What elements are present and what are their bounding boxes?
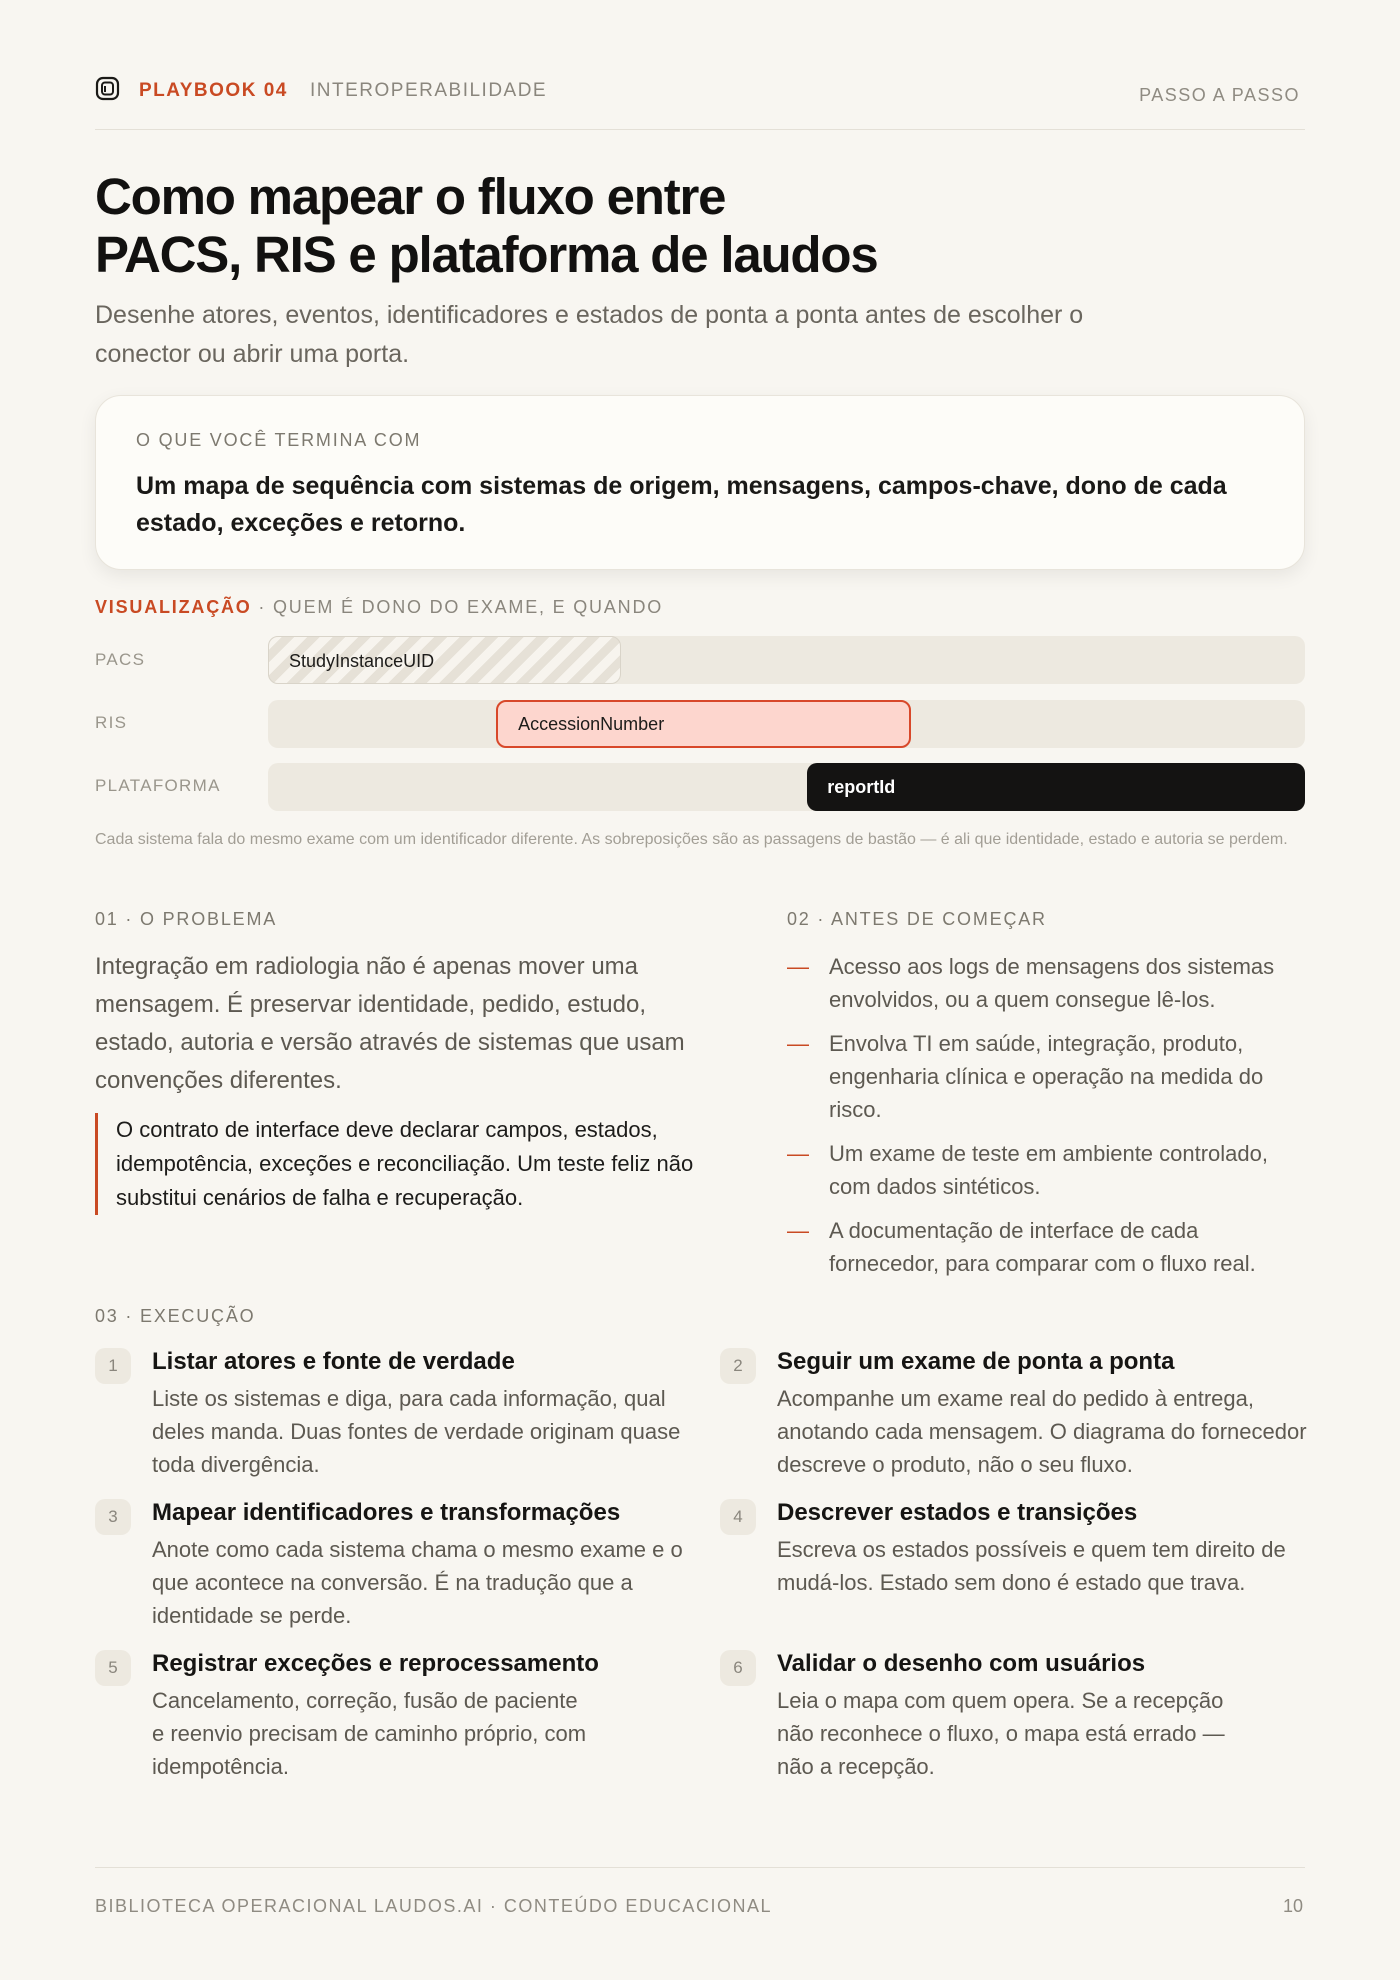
list-item-text: Acesso aos logs de mensagens dos sistemas envolvidos, ou a quem consegue lê-los. — [829, 954, 1275, 1012]
list-item — [787, 1214, 1305, 1280]
section-type-label: PASSO A PASSO — [1139, 85, 1300, 105]
step-title: Registrar exceções e reprocessamento — [152, 1650, 599, 1677]
page — [95, 0, 1305, 1980]
playbook-label: PLAYBOOK 04 — [139, 80, 288, 101]
lane-bar-pacs: StudyInstanceUID — [268, 636, 621, 684]
visualization-heading — [95, 597, 663, 618]
problem-quote: O contrato de interface deve declarar campos, estados, idempotência, exceções e reconciliação. Um teste feliz não substitui cenários de falha e recuperação. — [95, 1113, 715, 1215]
step-number: 1 — [95, 1348, 131, 1384]
footer-label: BIBLIOTECA OPERACIONAL LAUDOS.AI · CONTEÚDO EDUCACIONAL — [95, 1896, 772, 1916]
step-body: Cancelamento, correção, fusão de paciente e reenvio precisam de caminho próprio, com idempotência. — [152, 1688, 587, 1779]
step-number: 4 — [720, 1499, 756, 1535]
page-subtitle: Desenhe atores, eventos, identificadores e estados de ponta a ponta antes de escolher o conector ou abrir uma porta. — [95, 301, 1084, 368]
page-title-line-1: Como mapear o fluxo entre — [95, 168, 726, 225]
step-title: Seguir um exame de ponta a ponta — [777, 1348, 1175, 1375]
step-title: Validar o desenho com usuários — [777, 1650, 1146, 1677]
step-title: Mapear identificadores e transformações — [152, 1499, 621, 1526]
dash-bullet: — — [787, 1141, 809, 1166]
step-body: Leia o mapa com quem opera. Se a recepção não reconhece o fluxo, o mapa está errado — não a recepção. — [777, 1688, 1225, 1779]
step-title: Listar atores e fonte de verdade — [152, 1348, 515, 1375]
step-body: Acompanhe um exame real do pedido à entrega, anotando cada mensagem. O diagrama do fornecedor descreve o produto, não o seu fluxo. — [777, 1386, 1307, 1477]
page-number: 10 — [1282, 1896, 1303, 1916]
step-number: 6 — [720, 1650, 756, 1686]
execution-heading: 03 · EXECUÇÃO — [95, 1306, 256, 1326]
lane-track-pacs — [268, 636, 1305, 684]
visualization-heading-text: · QUEM É DONO DO EXAME, E QUANDO — [251, 597, 664, 617]
problem-heading: 01 · O PROBLEMA — [95, 909, 278, 929]
header-bar — [95, 72, 1305, 130]
step-body: Anote como cada sistema chama o mesmo exame e o que acontece na conversão. É na tradução que a identidade se perde. — [152, 1537, 683, 1628]
list-item — [787, 950, 1305, 1016]
page-title-line-2: PACS, RIS e plataforma de laudos — [95, 226, 878, 283]
prerequisites-heading: 02 · ANTES DE COMEÇAR — [787, 909, 1047, 929]
outcome-kicker: O QUE VOCÊ TERMINA COM — [136, 430, 422, 450]
lane-label-ris: RIS — [95, 713, 128, 732]
page-title — [95, 168, 1195, 284]
footer-divider — [95, 1867, 1305, 1868]
lane-label-pacs: PACS — [95, 650, 146, 669]
list-item — [787, 1137, 1305, 1203]
outcome-text: Um mapa de sequência com sistemas de origem, mensagens, campos-chave, dono de cada estado, exceções e retorno. — [136, 472, 1227, 537]
document-stack-icon — [95, 76, 120, 101]
dash-bullet: — — [787, 1031, 809, 1056]
playbook-topic: INTEROPERABILIDADE — [310, 80, 548, 101]
list-item-text: Um exame de teste em ambiente controlado, com dados sintéticos. — [829, 1141, 1269, 1199]
dash-bullet: — — [787, 1218, 809, 1243]
lane-label-plataforma: PLATAFORMA — [95, 776, 221, 795]
step-body: Escreva os estados possíveis e quem tem direito de mudá-los. Estado sem dono é estado que trava. — [777, 1537, 1286, 1595]
visualization-caption: Cada sistema fala do mesmo exame com um identificador diferente. As sobreposições são as passagens de bastão — é ali que identidade, estado e autoria se perdem. — [95, 831, 1288, 848]
outcome-card — [95, 395, 1305, 570]
step-number: 3 — [95, 1499, 131, 1535]
lane-bar-ris: AccessionNumber — [496, 700, 911, 748]
visualization-accent: VISUALIZAÇÃO — [95, 597, 252, 617]
problem-text: Integração em radiologia não é apenas mover uma mensagem. É preservar identidade, pedido, estudo, estado, autoria e versão através de sistemas que usam convenções diferentes. — [95, 953, 685, 1094]
step-number: 5 — [95, 1650, 131, 1686]
step-number: 2 — [720, 1348, 756, 1384]
lane-track-plataforma — [268, 763, 1305, 811]
prerequisites-list — [787, 950, 1305, 1291]
list-item-text: Envolva TI em saúde, integração, produto, engenharia clínica e operação na medida do risco. — [829, 1031, 1264, 1122]
step-body: Liste os sistemas e diga, para cada informação, qual deles manda. Duas fontes de verdade originam quase toda divergência. — [152, 1386, 681, 1477]
dash-bullet: — — [787, 954, 809, 979]
list-item — [787, 1027, 1305, 1126]
lane-track-ris — [268, 700, 1305, 748]
list-item-text: A documentação de interface de cada fornecedor, para comparar com o fluxo real. — [829, 1218, 1256, 1276]
lane-bar-plataforma: reportId — [807, 763, 1305, 811]
step-title: Descrever estados e transições — [777, 1499, 1138, 1526]
